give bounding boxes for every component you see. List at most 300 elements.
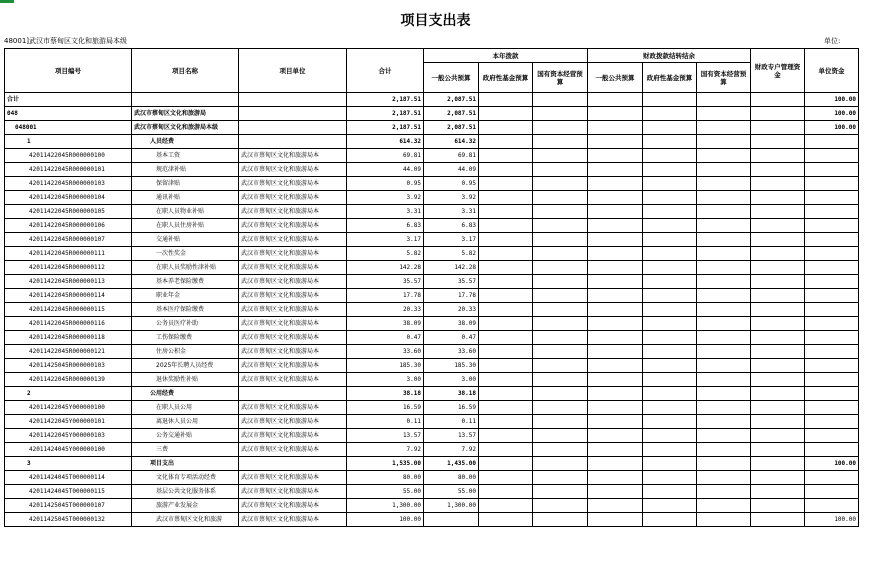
cell-special [751, 429, 805, 443]
cell-total: 1,300.00 [347, 499, 424, 513]
cell-special [751, 401, 805, 415]
cell-carry-gov-fund [643, 289, 697, 303]
cell-unit-fund [805, 205, 859, 219]
table-row [5, 359, 859, 373]
cell-carry-state-capital [697, 121, 751, 135]
cell-special [751, 499, 805, 513]
cell-unit-fund [805, 233, 859, 247]
cell-carry-gov-fund [643, 261, 697, 275]
cell-gov-fund [479, 303, 533, 317]
cell-unit-fund: 100.00 [805, 513, 859, 527]
table-row [5, 345, 859, 359]
cell-carry-general [588, 121, 643, 135]
cell-general: 185.30 [424, 359, 479, 373]
cell-special [751, 177, 805, 191]
cell-carry-gov-fund [643, 513, 697, 527]
cell-code: 048 [5, 107, 132, 121]
table-row [5, 289, 859, 303]
cell-general: 7.92 [424, 443, 479, 457]
cell-unit [239, 121, 347, 135]
cell-carry-general [588, 177, 643, 191]
cell-total: 16.59 [347, 401, 424, 415]
cell-carry-general [588, 163, 643, 177]
cell-state-capital [533, 177, 588, 191]
cell-carry-gov-fund [643, 247, 697, 261]
table-row [5, 177, 859, 191]
table-row [5, 457, 859, 471]
cell-special [751, 471, 805, 485]
cell-total: 80.00 [347, 471, 424, 485]
cell-total: 7.92 [347, 443, 424, 457]
cell-gov-fund [479, 191, 533, 205]
cell-special [751, 275, 805, 289]
cell-special [751, 107, 805, 121]
cell-name: 保留津贴 [132, 177, 239, 191]
cell-carry-general [588, 471, 643, 485]
cell-unit-fund [805, 275, 859, 289]
cell-state-capital [533, 471, 588, 485]
cell-unit: 武汉市蔡甸区文化和旅游局本 [239, 331, 347, 345]
cell-special [751, 373, 805, 387]
cell-carry-general [588, 135, 643, 149]
cell-code: 42011422045R000000115 [5, 303, 132, 317]
cell-unit-fund [805, 429, 859, 443]
cell-unit: 武汉市蔡甸区文化和旅游局本 [239, 289, 347, 303]
cell-name: 规范津补贴 [132, 163, 239, 177]
table-row [5, 149, 859, 163]
cell-gov-fund [479, 401, 533, 415]
cell-carry-gov-fund [643, 387, 697, 401]
cell-gov-fund [479, 345, 533, 359]
cell-name: 基层公共文化服务体系 [132, 485, 239, 499]
table-row [5, 303, 859, 317]
cell-general: 80.00 [424, 471, 479, 485]
cell-name: 在职人员公用 [132, 401, 239, 415]
cell-name: 工伤保险缴费 [132, 331, 239, 345]
cell-unit: 武汉市蔡甸区文化和旅游局本 [239, 429, 347, 443]
cell-unit-fund: 100.00 [805, 107, 859, 121]
table-body [5, 93, 859, 527]
cell-state-capital [533, 303, 588, 317]
cell-general: 142.28 [424, 261, 479, 275]
cell-code: 42011422045Y000000100 [5, 401, 132, 415]
header-gov-fund: 政府性基金预算 [479, 63, 533, 93]
cell-selector-mark [0, 0, 14, 3]
cell-state-capital [533, 289, 588, 303]
table-row [5, 261, 859, 275]
cell-unit: 武汉市蔡甸区文化和旅游局本 [239, 261, 347, 275]
cell-state-capital [533, 275, 588, 289]
cell-carry-state-capital [697, 149, 751, 163]
cell-carry-gov-fund [643, 471, 697, 485]
cell-code: 42011425045R000000103 [5, 359, 132, 373]
header-carry-group: 财政拨款结转结余 [588, 49, 751, 63]
cell-state-capital [533, 429, 588, 443]
cell-gov-fund [479, 317, 533, 331]
cell-carry-gov-fund [643, 303, 697, 317]
cell-gov-fund [479, 513, 533, 527]
cell-name: 三费 [132, 443, 239, 457]
agency-label: 48001]武汉市蔡甸区文化和旅游局本级 [4, 37, 128, 45]
cell-general: 2,087.51 [424, 93, 479, 107]
cell-total: 38.18 [347, 387, 424, 401]
cell-name: 离退休人员公用 [132, 415, 239, 429]
cell-gov-fund [479, 457, 533, 471]
cell-carry-general [588, 261, 643, 275]
cell-carry-gov-fund [643, 359, 697, 373]
cell-general: 1,435.00 [424, 457, 479, 471]
cell-total: 2,187.51 [347, 93, 424, 107]
cell-unit: 武汉市蔡甸区文化和旅游局本 [239, 401, 347, 415]
cell-carry-gov-fund [643, 107, 697, 121]
cell-gov-fund [479, 107, 533, 121]
cell-name: 通讯补贴 [132, 191, 239, 205]
cell-carry-general [588, 513, 643, 527]
cell-carry-gov-fund [643, 443, 697, 457]
cell-general: 13.57 [424, 429, 479, 443]
cell-total: 44.09 [347, 163, 424, 177]
cell-unit [239, 107, 347, 121]
cell-state-capital [533, 233, 588, 247]
cell-code: 42011422045R000000111 [5, 247, 132, 261]
cell-carry-state-capital [697, 93, 751, 107]
cell-code: 42011422045R000000113 [5, 275, 132, 289]
table-row [5, 121, 859, 135]
cell-total: 3.17 [347, 233, 424, 247]
table-row [5, 471, 859, 485]
cell-carry-general [588, 219, 643, 233]
cell-state-capital [533, 219, 588, 233]
cell-gov-fund [479, 205, 533, 219]
cell-name: 退休奖励性补贴 [132, 373, 239, 387]
cell-carry-general [588, 331, 643, 345]
cell-gov-fund [479, 261, 533, 275]
cell-carry-state-capital [697, 387, 751, 401]
table-row [5, 373, 859, 387]
cell-total: 35.57 [347, 275, 424, 289]
cell-carry-general [588, 275, 643, 289]
cell-carry-state-capital [697, 401, 751, 415]
cell-carry-general [588, 317, 643, 331]
table-row [5, 219, 859, 233]
header-special: 财政专户管理资金 [751, 49, 805, 93]
cell-total: 55.00 [347, 485, 424, 499]
cell-state-capital [533, 149, 588, 163]
cell-unit-fund: 100.00 [805, 457, 859, 471]
cell-name: 武汉市蔡甸区文化和旅游局本级 [132, 121, 239, 135]
cell-general: 16.59 [424, 401, 479, 415]
cell-state-capital [533, 205, 588, 219]
header-state-capital: 国有资本经营预算 [533, 63, 588, 93]
cell-carry-state-capital [697, 373, 751, 387]
cell-carry-gov-fund [643, 457, 697, 471]
cell-total: 6.83 [347, 219, 424, 233]
cell-gov-fund [479, 177, 533, 191]
cell-unit-fund [805, 485, 859, 499]
cell-total: 142.28 [347, 261, 424, 275]
cell-carry-gov-fund [643, 205, 697, 219]
table-row [5, 163, 859, 177]
cell-gov-fund [479, 429, 533, 443]
cell-code: 42011422045R000000106 [5, 219, 132, 233]
cell-general: 35.57 [424, 275, 479, 289]
cell-total: 13.57 [347, 429, 424, 443]
cell-carry-gov-fund [643, 499, 697, 513]
cell-general: 2,087.51 [424, 121, 479, 135]
cell-state-capital [533, 415, 588, 429]
cell-special [751, 191, 805, 205]
cell-carry-state-capital [697, 177, 751, 191]
cell-code: 42011422045R000000101 [5, 163, 132, 177]
cell-general: 5.82 [424, 247, 479, 261]
cell-total: 20.33 [347, 303, 424, 317]
cell-gov-fund [479, 275, 533, 289]
cell-unit: 武汉市蔡甸区文化和旅游局本 [239, 359, 347, 373]
cell-special [751, 387, 805, 401]
cell-carry-state-capital [697, 457, 751, 471]
unit-prefix: 48001 [4, 37, 27, 45]
cell-name: 在职人员物业补贴 [132, 205, 239, 219]
cell-carry-state-capital [697, 429, 751, 443]
cell-general: 1,300.00 [424, 499, 479, 513]
cell-carry-state-capital [697, 485, 751, 499]
cell-gov-fund [479, 93, 533, 107]
cell-gov-fund [479, 373, 533, 387]
table-row [5, 401, 859, 415]
cell-state-capital [533, 513, 588, 527]
cell-state-capital [533, 359, 588, 373]
cell-general: 17.78 [424, 289, 479, 303]
cell-carry-general [588, 443, 643, 457]
cell-unit-fund [805, 401, 859, 415]
cell-name: 公用经费 [132, 387, 239, 401]
cell-name: 一次性奖金 [132, 247, 239, 261]
cell-state-capital [533, 387, 588, 401]
cell-code: 42011422045Y000000101 [5, 415, 132, 429]
header-unit: 项目单位 [239, 49, 347, 93]
cell-special [751, 233, 805, 247]
cell-name: 在职人员住房补贴 [132, 219, 239, 233]
table-row [5, 485, 859, 499]
cell-unit-fund [805, 247, 859, 261]
cell-code: 42011422045R000000116 [5, 317, 132, 331]
cell-carry-gov-fund [643, 233, 697, 247]
cell-name: 文化体育专项活动经费 [132, 471, 239, 485]
cell-total: 0.47 [347, 331, 424, 345]
cell-unit: 武汉市蔡甸区文化和旅游局本 [239, 149, 347, 163]
cell-general: 6.83 [424, 219, 479, 233]
table-row [5, 247, 859, 261]
cell-carry-general [588, 415, 643, 429]
cell-carry-general [588, 303, 643, 317]
cell-name: 武汉市蔡甸区文化和旅游局 [132, 107, 239, 121]
cell-carry-state-capital [697, 205, 751, 219]
cell-unit-fund: 100.00 [805, 93, 859, 107]
cell-unit: 武汉市蔡甸区文化和旅游局本 [239, 345, 347, 359]
cell-carry-general [588, 93, 643, 107]
cell-carry-state-capital [697, 107, 751, 121]
cell-carry-general [588, 247, 643, 261]
cell-name: 旅游产业发展金 [132, 499, 239, 513]
cell-unit-fund [805, 219, 859, 233]
cell-special [751, 261, 805, 275]
cell-code: 42011422045Y000000103 [5, 429, 132, 443]
header-current-group: 本年拨款 [424, 49, 588, 63]
cell-name: 基本医疗保险缴费 [132, 303, 239, 317]
cell-code: 1 [5, 135, 132, 149]
cell-code: 42011422045R000000139 [5, 373, 132, 387]
cell-carry-general [588, 289, 643, 303]
cell-unit: 武汉市蔡甸区文化和旅游局本 [239, 163, 347, 177]
table-row [5, 135, 859, 149]
cell-carry-gov-fund [643, 121, 697, 135]
header-carry-state-capital: 国有资本经营预算 [697, 63, 751, 93]
cell-carry-state-capital [697, 499, 751, 513]
cell-name: 公务员医疗补助 [132, 317, 239, 331]
cell-carry-state-capital [697, 345, 751, 359]
cell-gov-fund [479, 135, 533, 149]
cell-unit [239, 387, 347, 401]
cell-general: 0.11 [424, 415, 479, 429]
cell-code: 2 [5, 387, 132, 401]
cell-unit-fund [805, 359, 859, 373]
cell-special [751, 121, 805, 135]
cell-gov-fund [479, 359, 533, 373]
cell-state-capital [533, 261, 588, 275]
cell-name: 公务交通补贴 [132, 429, 239, 443]
cell-general: 3.31 [424, 205, 479, 219]
cell-carry-gov-fund [643, 149, 697, 163]
cell-total: 2,187.51 [347, 107, 424, 121]
cell-code: 42011424045T000000114 [5, 471, 132, 485]
cell-special [751, 331, 805, 345]
cell-total: 2,187.51 [347, 121, 424, 135]
cell-general: 33.60 [424, 345, 479, 359]
cell-total: 5.82 [347, 247, 424, 261]
cell-code: 42011422045R000000118 [5, 331, 132, 345]
cell-unit-fund [805, 499, 859, 513]
cell-gov-fund [479, 331, 533, 345]
cell-special [751, 247, 805, 261]
cell-carry-state-capital [697, 289, 751, 303]
cell-code: 42011422045R000000104 [5, 191, 132, 205]
table-row [5, 499, 859, 513]
cell-carry-gov-fund [643, 415, 697, 429]
cell-carry-general [588, 429, 643, 443]
cell-state-capital [533, 457, 588, 471]
cell-carry-gov-fund [643, 373, 697, 387]
cell-special [751, 443, 805, 457]
cell-general: 20.33 [424, 303, 479, 317]
cell-carry-state-capital [697, 275, 751, 289]
agency-name: 武汉市蔡甸区文化和旅游局本级 [29, 37, 128, 45]
cell-state-capital [533, 485, 588, 499]
table-row [5, 275, 859, 289]
cell-unit-fund [805, 177, 859, 191]
expense-table [4, 48, 859, 527]
cell-state-capital [533, 93, 588, 107]
cell-general: 44.09 [424, 163, 479, 177]
cell-gov-fund [479, 499, 533, 513]
cell-carry-gov-fund [643, 331, 697, 345]
cell-special [751, 513, 805, 527]
cell-code: 42011424045T000000115 [5, 485, 132, 499]
cell-unit [239, 457, 347, 471]
table-row [5, 233, 859, 247]
cell-carry-gov-fund [643, 219, 697, 233]
cell-carry-gov-fund [643, 177, 697, 191]
cell-code: 048001 [5, 121, 132, 135]
cell-carry-state-capital [697, 247, 751, 261]
cell-general: 3.92 [424, 191, 479, 205]
unit-line [0, 36, 871, 48]
cell-state-capital [533, 401, 588, 415]
cell-code: 3 [5, 457, 132, 471]
header-name: 项目名称 [132, 49, 239, 93]
cell-special [751, 485, 805, 499]
cell-state-capital [533, 499, 588, 513]
cell-unit: 武汉市蔡甸区文化和旅游局本 [239, 499, 347, 513]
cell-name: 人员经费 [132, 135, 239, 149]
cell-special [751, 205, 805, 219]
cell-special [751, 289, 805, 303]
cell-gov-fund [479, 121, 533, 135]
cell-unit-fund [805, 471, 859, 485]
cell-state-capital [533, 247, 588, 261]
cell-unit: 武汉市蔡甸区文化和旅游局本 [239, 247, 347, 261]
cell-state-capital [533, 121, 588, 135]
cell-code: 42011422045R000000121 [5, 345, 132, 359]
table-row [5, 317, 859, 331]
cell-code: 42011422045R000000112 [5, 261, 132, 275]
cell-unit: 武汉市蔡甸区文化和旅游局本 [239, 415, 347, 429]
cell-gov-fund [479, 471, 533, 485]
cell-carry-general [588, 373, 643, 387]
cell-unit-fund [805, 149, 859, 163]
cell-gov-fund [479, 247, 533, 261]
cell-special [751, 457, 805, 471]
cell-state-capital [533, 317, 588, 331]
table-row [5, 93, 859, 107]
cell-unit-fund [805, 261, 859, 275]
header-code: 项目编号 [5, 49, 132, 93]
cell-code: 42011425045T000000107 [5, 499, 132, 513]
cell-gov-fund [479, 163, 533, 177]
cell-code: 合计 [5, 93, 132, 107]
cell-special [751, 345, 805, 359]
cell-carry-gov-fund [643, 135, 697, 149]
cell-unit-fund [805, 163, 859, 177]
cell-carry-gov-fund [643, 345, 697, 359]
cell-carry-general [588, 205, 643, 219]
cell-carry-general [588, 387, 643, 401]
cell-state-capital [533, 373, 588, 387]
cell-carry-gov-fund [643, 429, 697, 443]
cell-gov-fund [479, 289, 533, 303]
cell-carry-gov-fund [643, 275, 697, 289]
cell-code: 42011422045R000000114 [5, 289, 132, 303]
cell-code: 42011422045R000000105 [5, 205, 132, 219]
table-row [5, 331, 859, 345]
cell-general: 0.95 [424, 177, 479, 191]
cell-special [751, 93, 805, 107]
cell-total: 33.60 [347, 345, 424, 359]
cell-carry-state-capital [697, 135, 751, 149]
cell-carry-general [588, 359, 643, 373]
cell-gov-fund [479, 219, 533, 233]
cell-gov-fund [479, 485, 533, 499]
cell-total: 614.32 [347, 135, 424, 149]
